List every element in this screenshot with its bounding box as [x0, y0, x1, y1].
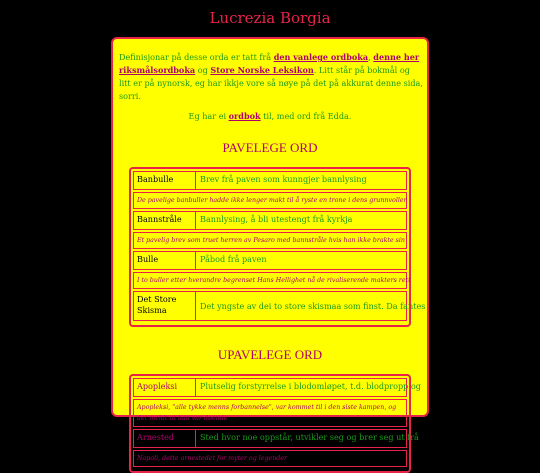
glossary-term: Bannstråle	[134, 212, 196, 229]
glossary-upavelege	[129, 374, 421, 473]
glossary-example: De pavelige banbuller hadde ikke lenger makt til å ryste en trone i dens grunnvoller	[133, 192, 407, 209]
link-den-vanlege-ordboka[interactable]: den vanlege ordboka	[273, 52, 369, 62]
glossary-term: Arnested	[134, 430, 196, 447]
glossary-definition: Sted hvor noe oppstår, utvikler seg og brer seg ut frå	[200, 432, 419, 442]
link-ordbok[interactable]: ordbok	[228, 111, 261, 121]
heading-upavelege-ord: UPAVELEGE ORD	[217, 347, 323, 362]
intro-text: . Litt står på bokmål og litt er på nynorsk, eg har ikkje vore så nøye på det på akkurat denne sida, sorri.	[119, 65, 423, 101]
glossary-example: Napoli, dette arnestedet for myter og legender	[133, 450, 407, 467]
glossary-definition: Det yngste av dei to store skismaa som finst. Da fantes	[200, 300, 426, 311]
glossary-pavelege	[129, 167, 426, 327]
glossary-term: Banbulle	[134, 172, 196, 189]
page-title: Lucrezia Borgia	[209, 9, 331, 27]
content-panel	[111, 37, 429, 462]
note-text: Eg har ei	[188, 111, 229, 121]
heading-pavelege-ord: PAVELEGE ORD	[222, 140, 318, 155]
intro-text: og	[195, 65, 211, 75]
intro-text: ,	[368, 52, 374, 62]
glossary-term: Det Store Skisma	[134, 292, 196, 320]
glossary-row	[133, 429, 419, 448]
glossary-row	[133, 378, 421, 397]
glossary-row	[133, 211, 407, 230]
glossary-definition: Plutselig forstyrrelse i blodomløpet, t.d. blodpropp og	[200, 381, 421, 391]
link-riksmalsordboka[interactable]: denne her riksmålsordboka	[119, 52, 420, 75]
intro-text: Definisjonar på desse orda er tatt frå	[119, 52, 274, 62]
glossary-term: Bulle	[134, 252, 196, 269]
glossary-row	[133, 291, 426, 321]
glossary-row	[133, 171, 407, 190]
edda-note	[113, 111, 427, 121]
glossary-term: Apopleksi	[134, 379, 196, 396]
note-text: til, med ord frå Edda.	[260, 111, 352, 121]
glossary-definition: Påbod frå paven	[200, 254, 267, 264]
glossary-definition: Bannlysing, å bli utestengt frå kyrkja	[200, 214, 353, 224]
glossary-definition: Brev frå paven som kunngjer bannlysing	[200, 174, 367, 184]
glossary-example: Apopleksi, "alle tykke menns forbannelse", var kommet til i den siste kampen, og det meldt at han var døende	[133, 399, 407, 427]
glossary-row	[133, 251, 407, 270]
link-store-norske-leksikon[interactable]: Store Norske Leksikon	[210, 65, 314, 75]
glossary-example: I to buller etter hverandre begrenset Hans Hellighet nå de rivaliserende makters rett	[133, 272, 407, 289]
glossary-example: Et pavelig brev som truet herren av Pesaro med bannstråle hvis han ikke brakte sin	[133, 232, 407, 249]
intro-paragraph	[119, 51, 423, 103]
